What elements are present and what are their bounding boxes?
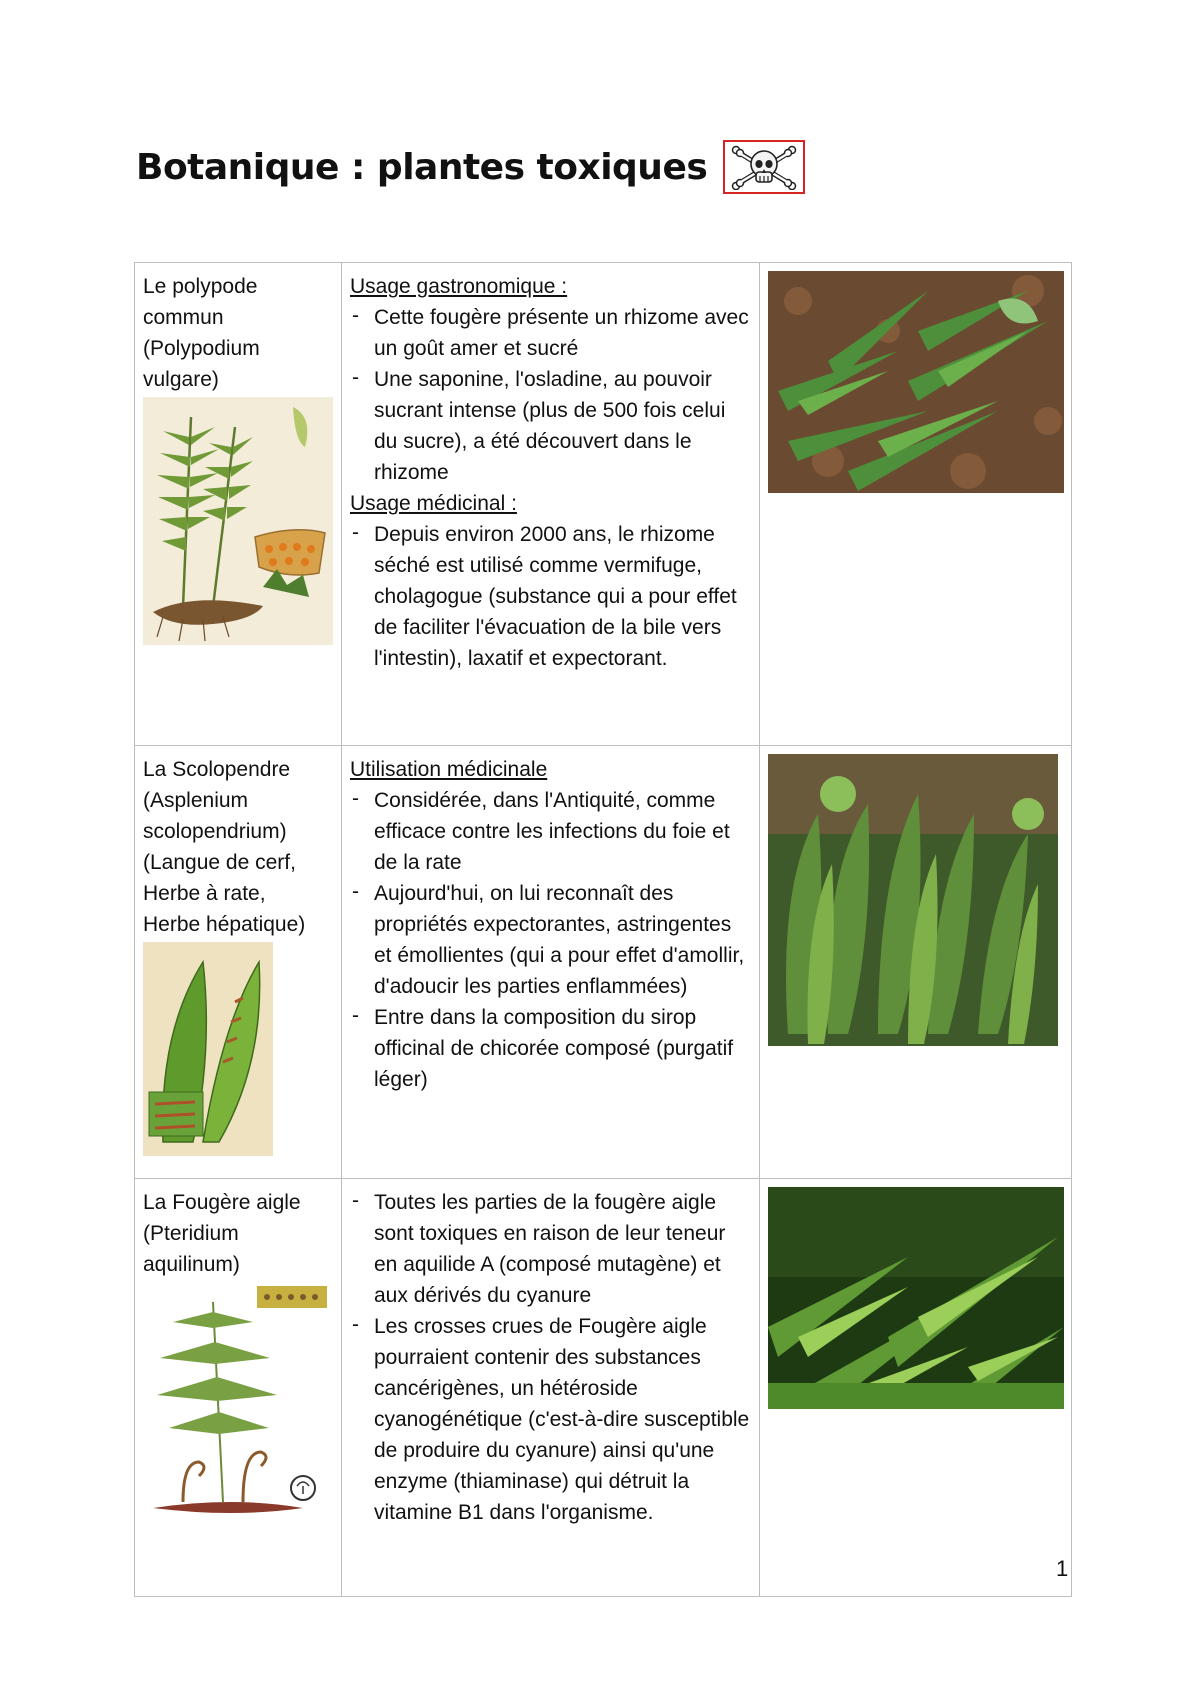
title-row (136, 140, 805, 194)
plant-name-cell (135, 1179, 342, 1597)
plant-description-cell (342, 263, 760, 746)
table-row (135, 1179, 1072, 1597)
list-item: - Considérée, dans l'Antiquité, comme efficace contre les infections du foie et de la rate (350, 785, 751, 878)
plant-name: La Scolopendre (Asplenium scolopendrium) (Langue de cerf, Herbe à rate, Herbe hépatique) (143, 758, 306, 936)
bracken-photo (768, 1187, 1064, 1409)
bracken-illustration (143, 1282, 333, 1536)
list-item: - Les crosses crues de Fougère aigle pourraient contenir des substances cancérigènes, un hétéroside cyanogénétique (c'est-à-dire susceptible de produire du cyanure) ainsi qu'une enzyme (thiaminase) qui détruit la vitamine B1 dans l'organisme. (350, 1311, 751, 1528)
plant-photo-cell (760, 746, 1072, 1179)
hartstongue-illustration (143, 942, 273, 1156)
plants-table (134, 262, 1072, 1597)
page-title: Botanique : plantes toxiques (136, 146, 708, 188)
section-heading: Utilisation médicinale (350, 758, 548, 781)
plant-name: La Fougère aigle (Pteridium aquilinum) (143, 1191, 301, 1276)
plant-photo-cell (760, 1179, 1072, 1597)
list-item: - Entre dans la composition du sirop officinal de chicorée composé (purgatif léger) (350, 1002, 751, 1095)
plant-name-cell (135, 746, 342, 1179)
list-item: - Cette fougère présente un rhizome avec un goût amer et sucré (350, 302, 751, 364)
bullet-list (350, 785, 751, 1095)
polypody-photo (768, 271, 1064, 493)
page-number: 1 (1056, 1556, 1069, 1581)
list-item: - Depuis environ 2000 ans, le rhizome séché est utilisé comme vermifuge, cholagogue (substance qui a pour effet de faciliter l'évacuation de la bile vers l'intestin), laxatif et expectorant. (350, 519, 751, 674)
table-row (135, 263, 1072, 746)
plant-name: Le polypode commun (Polypodium vulgare) (143, 275, 260, 391)
plant-name-cell (135, 263, 342, 746)
section-heading: Usage médicinal : (350, 492, 517, 515)
skull-crossbones-icon (723, 140, 805, 194)
hartstongue-photo (768, 754, 1058, 1046)
table-row (135, 746, 1072, 1179)
plant-description-cell (342, 1179, 760, 1597)
plant-description-cell (342, 746, 760, 1179)
bullet-list (350, 519, 751, 674)
plant-photo-cell (760, 263, 1072, 746)
section-heading: Usage gastronomique : (350, 275, 568, 298)
list-item: - Toutes les parties de la fougère aigle sont toxiques en raison de leur teneur en aquilide A (composé mutagène) et aux dérivés du cyanure (350, 1187, 751, 1311)
bullet-list (350, 302, 751, 488)
bullet-list (350, 1187, 751, 1528)
list-item: - Aujourd'hui, on lui reconnaît des propriétés expectorantes, astringentes et émollientes (qui a pour effet d'amollir, d'adoucir les parties enflammées) (350, 878, 751, 1002)
list-item: - Une saponine, l'osladine, au pouvoir sucrant intense (plus de 500 fois celui du sucre), a été découvert dans le rhizome (350, 364, 751, 488)
polypody-illustration (143, 397, 333, 645)
